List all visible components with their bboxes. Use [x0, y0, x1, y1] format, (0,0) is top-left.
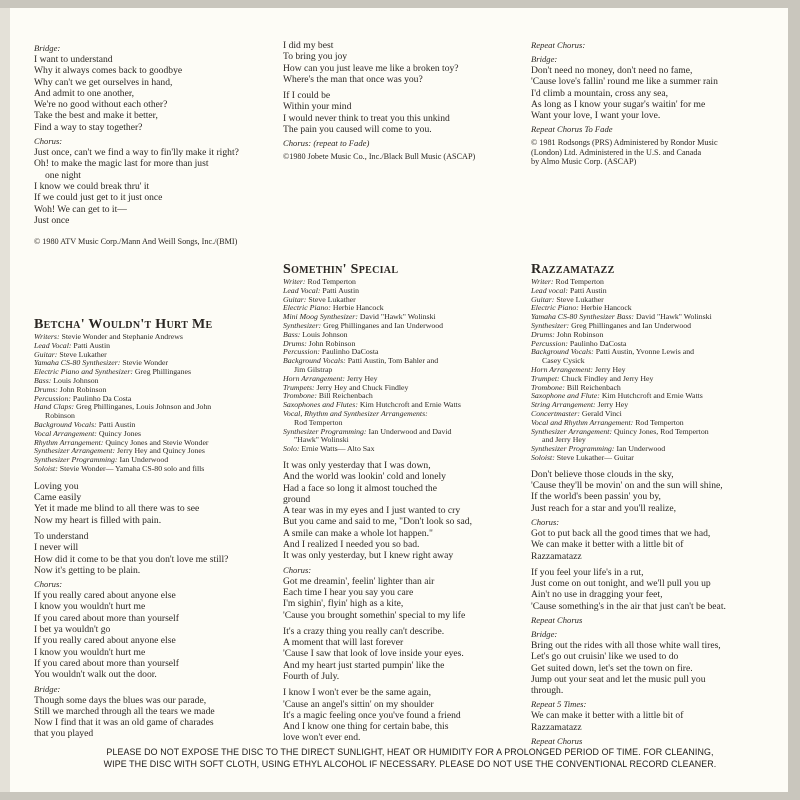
credit-role: Drums: — [283, 338, 307, 348]
credit-name: Patti Austin — [98, 419, 136, 429]
lyric-line: 'Cause an angel's sittin' on my shoulder — [283, 698, 434, 710]
lyric-line: (London) Ltd. Administered in the U.S. and Canada — [531, 147, 702, 157]
credit-role: Soloist: — [34, 463, 58, 473]
lyric-line: one night — [45, 169, 81, 181]
fade-label: Repeat Chorus To Fade — [531, 124, 613, 135]
credit-role: Drums: — [531, 329, 555, 339]
credit-role: Soloist: — [531, 452, 555, 462]
lyric-line: I bet ya wouldn't go — [34, 624, 111, 636]
lyric-line: You wouldn't walk out the door. — [34, 669, 157, 681]
chorus-label: Chorus: — [34, 136, 63, 147]
song-title: Somethin' Special — [283, 262, 399, 277]
lyric-line: If you cared about more than yourself — [34, 612, 179, 624]
credit-role: Bass: — [283, 329, 301, 339]
song-title: Betcha' Wouldn't Hurt Me — [34, 317, 213, 332]
credit-role: Concertmaster: — [531, 408, 580, 418]
lyric-line: To understand — [34, 530, 89, 542]
credit-name: Stevie Wonder— Yamaha CS-80 solo and fills — [59, 463, 205, 473]
lyric-line: Still we marched through all the tears we made — [34, 705, 215, 717]
song-somethin-special — [283, 262, 528, 744]
chorus-label: Chorus: — [531, 516, 560, 527]
verse2-lines — [283, 505, 528, 561]
lyric-line: If you really cared about anyone else — [34, 590, 176, 602]
credit-name: Jerry Hey — [597, 400, 629, 410]
lyric-line: If you cared about more than yourself — [34, 657, 179, 669]
credit-name: Herbie Hancock — [580, 303, 632, 313]
lyric-line: 'Cause something's in the air that just can't be beat. — [531, 600, 726, 612]
lyric-line: Take the best and make it better, — [34, 110, 158, 122]
credit-name: Quincy Jones, Rod Temperton — [614, 426, 709, 436]
credit-name: Stevie Wonder and Stephanie Andrews — [61, 332, 183, 341]
lyric-line: If you really cared about anyone else — [34, 635, 176, 647]
credit-role: String Arrangement: — [531, 400, 596, 410]
credit-role: Synthesizer: — [283, 320, 322, 330]
lyric-line: To bring you joy — [283, 51, 348, 63]
credit-name: Jerry Hey — [594, 364, 626, 374]
lyric-line: Why can't we get ourselves in hand, — [34, 76, 173, 88]
repeat-lines — [531, 710, 786, 733]
lyric-line: Just once, can't we find a way to fin'lly make it right? — [34, 147, 239, 159]
credit-line — [531, 454, 786, 463]
credit-role: Percussion: — [283, 347, 320, 357]
credits-list — [34, 333, 274, 474]
credit-name: Ian Underwood — [616, 444, 666, 454]
credit-name: Greg Phillinganes, Louis Johnson and John — [76, 402, 212, 412]
lyric-line: that you played — [34, 728, 94, 740]
chorus-lines — [531, 528, 786, 562]
credit-line — [34, 465, 274, 474]
credit-role: Lead Vocal: — [283, 285, 321, 295]
credit-name: Casey Cysick — [542, 356, 585, 366]
credit-role: Synthesizer Programming: — [531, 444, 615, 454]
credit-name: David "Hawk" Wolinski — [359, 312, 436, 322]
credit-name: Paulinho Da Costa — [72, 393, 132, 403]
repeat-chorus-label: Repeat Chorus: — [531, 40, 586, 50]
credit-name: and Jerry Hey — [542, 435, 586, 445]
credit-name: Quincy Jones and Stevie Wonder — [105, 437, 209, 447]
credit-name: Quincy Jones — [98, 428, 142, 438]
warning-line-1: PLEASE DO NOT EXPOSE THE DISC TO THE DIRECT SUNLIGHT, HEAT OR HUMIDITY FOR A PROLONGED PERIOD OF TIME. FOR CLEANING, — [106, 747, 714, 757]
lyric-line: It was only yesterday that I was down, — [283, 459, 431, 471]
lyric-line: I'm sighin', flyin' high as a kite, — [283, 598, 404, 610]
credit-name: John Robinson — [308, 338, 356, 348]
lyric-line: Why it always comes back to goodbye — [34, 65, 183, 77]
bridge-lines — [34, 54, 264, 133]
credit-name: Louis Johnson — [53, 375, 99, 385]
credit-name: Greg Phillinganes and Ian Underwood — [571, 320, 692, 330]
credit-role: Background Vocals: — [531, 347, 594, 357]
lyric-line: It was only yesterday, but I knew right away — [283, 550, 454, 562]
lyric-line: by Almo Music Corp. (ASCAP) — [531, 157, 637, 167]
credit-role: Solo: — [283, 444, 300, 454]
column3-top-lyrics — [531, 40, 781, 166]
lyric-line: Get suited down, let's set the town on fire. — [531, 662, 693, 674]
disc-care-warning — [40, 746, 780, 770]
credit-name: Chuck Findley and Jerry Hey — [561, 373, 654, 383]
lyric-line: © 1981 Rodsongs (PRS) Administered by Rondor Music — [531, 138, 718, 148]
song-betcha — [34, 317, 274, 740]
credit-role: Horn Arrangement: — [531, 364, 594, 374]
lyric-line: I know you wouldn't hurt me — [34, 601, 146, 613]
lyric-line: Got to put back all the good times that we had, — [531, 527, 711, 539]
song-title: Razzamatazz — [531, 262, 615, 277]
lyric-line: Want your love, I want your love. — [531, 110, 661, 122]
credit-role: Hand Claps: — [34, 402, 75, 412]
credit-role: Electric Piano and Synthesizer: — [34, 367, 133, 377]
credit-name: Greg Phillinganes and Ian Underwood — [323, 320, 444, 330]
lyric-line: If I could be — [283, 90, 331, 102]
chorus-label: Chorus: — [283, 564, 312, 575]
credit-name: Jerry Hey and Quincy Jones — [117, 446, 205, 456]
credit-role: Background Vocals: — [283, 356, 346, 366]
credit-name: Rod Temperton — [294, 417, 343, 427]
lyric-line: Where's the man that once was you? — [283, 73, 423, 85]
credit-name: Steve Lukather — [308, 294, 356, 304]
credit-role: Synthesizer Arrangement: — [34, 446, 116, 456]
credit-role: Horn Arrangement: — [283, 373, 346, 383]
credit-name: Rod Temperton — [635, 417, 684, 427]
credits-list — [531, 278, 786, 463]
credit-role: Vocal Arrangement: — [34, 428, 97, 438]
lyric-line: 'Cause I saw that look of love inside your eyes. — [283, 648, 464, 660]
lyric-line: We can make it better with a little bit of — [531, 710, 684, 722]
lyric-line: Jump out your seat and let the music pull you — [531, 673, 706, 685]
column1-top-lyrics — [34, 40, 264, 246]
lyric-line: Let's go out cruisin' like we used to do — [531, 651, 679, 663]
lyric-line: I did my best — [283, 40, 334, 51]
lyric-line: And I realized I needed you so bad. — [283, 539, 420, 551]
credit-role: Yamaha CS-80 Synthesizer: — [34, 358, 121, 368]
credit-role: Synthesizer: — [531, 320, 570, 330]
lyric-line: As long as I know your sugar's waitin' for me — [531, 98, 706, 110]
credit-name: Gerald Vinci — [581, 408, 622, 418]
credits-list — [283, 278, 528, 454]
credit-role: Guitar: — [531, 294, 555, 304]
lyric-line: A tear was in my eyes and I just wanted to cry — [283, 505, 461, 517]
credit-name: Patti Austin — [73, 340, 111, 350]
lyric-line: Bring out the rides with all those white wall tires, — [531, 640, 721, 651]
song-razzamatazz — [531, 262, 786, 747]
repeat-chorus-label: Repeat Chorus — [531, 615, 583, 625]
credit-role: Percussion: — [34, 393, 71, 403]
verse1-lines — [531, 469, 786, 514]
chorus-lines — [34, 590, 274, 680]
lyric-line: If you feel your life's in a rut, — [531, 566, 644, 578]
lyric-line: 'Cause you brought somethin' special to my life — [283, 609, 466, 621]
credit-name: John Robinson — [59, 384, 107, 394]
credit-role: Background Vocals: — [34, 419, 97, 429]
credit-role: Percussion: — [531, 338, 568, 348]
credit-role: Trumpets: — [283, 382, 315, 392]
credit-role: Electric Piano: — [531, 303, 579, 313]
credit-name: Ian Underwood and David — [368, 426, 452, 436]
credit-role: Guitar: — [34, 349, 58, 359]
lyric-line: But you came and said to me, "Don't look so sad, — [283, 516, 472, 528]
lyric-line: And the world was lookin' cold and lonely — [283, 471, 446, 483]
bridge-lines — [34, 695, 274, 740]
credit-name: Jerry Hey and Chuck Findley — [316, 382, 409, 392]
lyric-line: Though some days the blues was our parade, — [34, 694, 207, 706]
credit-line — [283, 445, 528, 454]
lyric-line: It's a crazy thing you really can't describe. — [283, 625, 445, 637]
lyric-line: Each time I hear you say you care — [283, 586, 414, 598]
lyric-line: Now I find that it was an old game of charades — [34, 717, 214, 729]
lyric-line: It's a magic feeling once you've found a friend — [283, 709, 461, 721]
lyric-line: The pain you caused will come to you. — [283, 124, 432, 136]
lyric-line: And I know one thing for certain babe, this — [283, 721, 449, 733]
credit-name: Paulinho DaCosta — [569, 338, 627, 348]
bridge-label: Bridge: — [531, 629, 558, 639]
credit-name: Patti Austin, Yvonne Lewis and — [595, 347, 695, 357]
credit-name: Rod Temperton — [555, 277, 604, 286]
warning-line-2: WIPE THE DISC WITH SOFT CLOTH, USING ETHYL ALCOHOL IF NECESSARY. PLEASE DO NOT USE THE CONVENTIONAL RECORD CLEANER. — [103, 759, 717, 769]
credit-role: Writer: — [283, 277, 306, 286]
credit-name: David "Hawk" Wolinski — [635, 312, 712, 322]
lyric-line: Got me dreamin', feelin' lighter than air — [283, 575, 435, 587]
credit-name: Louis Johnson — [302, 329, 348, 339]
lyric-line: Fourth of July. — [283, 670, 340, 682]
lyric-line: Within your mind — [283, 101, 352, 113]
credit-name: Jim Gilstrap — [294, 364, 333, 374]
lyric-line: Just come on out tonight, and we'll pull you up — [531, 578, 711, 590]
chorus-label: Chorus: — [34, 579, 63, 590]
lyric-line: Now my heart is filled with pain. — [34, 514, 162, 526]
chorus-label: Chorus: (repeat to Fade) — [283, 138, 370, 149]
lyric-line: ground — [283, 493, 311, 505]
lyric-line: How can you just leave me like a broken toy? — [283, 62, 459, 74]
credit-role: Writer: — [531, 277, 554, 286]
copyright-note — [531, 138, 781, 166]
credit-role: Yamaha CS-80 Synthesizer Bass: — [531, 312, 635, 322]
lyric-line: And my heart just started pumpin' like the — [283, 659, 445, 671]
lyric-line: Ain't no use in dragging your feet, — [531, 589, 663, 601]
bridge-label: Bridge: — [34, 43, 61, 53]
bridge-label: Bridge: — [34, 683, 61, 694]
credit-name: Herbie Hancock — [332, 303, 384, 313]
lyric-line: Don't believe those clouds in the sky, — [531, 468, 674, 480]
column2-top-lyrics — [283, 40, 523, 162]
booklet-fold-edge — [0, 8, 10, 792]
verse-lines-a — [283, 40, 523, 85]
credit-name: Steve Lukather — [59, 349, 107, 359]
lyric-line: Razzamatazz — [531, 721, 582, 733]
lyric-line: Just once — [34, 214, 70, 226]
verse-lines-b — [283, 90, 523, 135]
credit-role: Lead vocal: — [531, 285, 569, 295]
lyric-line: We can make it better with a little bit of — [531, 539, 684, 551]
credit-name: "Hawk" Wolinski — [294, 435, 349, 445]
verse1-lines — [34, 481, 274, 526]
credit-name: Ian Underwood — [119, 455, 169, 465]
credit-role: Lead Vocal: — [34, 340, 72, 350]
credit-role: Trumpet: — [531, 373, 560, 383]
credit-name: Patti Austin, Tom Bahler and — [347, 356, 439, 366]
lyric-line: I would never think to treat you this unkind — [283, 112, 450, 124]
credit-name: Bill Reichenbach — [566, 382, 621, 392]
lyric-line: I know I won't ever be the same again, — [283, 687, 431, 699]
credit-name: Kim Hutchcroft and Ernie Watts — [601, 391, 703, 401]
credit-name: John Robinson — [556, 329, 604, 339]
repeat-5-times-label: Repeat 5 Times: — [531, 699, 587, 710]
lyric-line: Don't need no money, don't need no fame, — [531, 65, 693, 76]
lyric-line: How did it come to be that you don't love me still? — [34, 553, 229, 565]
lyric-line: Just reach for a star and you'll realize, — [531, 502, 677, 514]
lyric-line: If the world's been passin' you by, — [531, 491, 661, 503]
credit-name: Robinson — [45, 411, 75, 421]
credit-name: Ernie Watts— Alto Sax — [301, 444, 375, 454]
credit-name: Steve Lukather— Guitar — [556, 452, 634, 462]
lyric-line: And admit to one another, — [34, 87, 135, 99]
repeat-chorus-label-2: Repeat Chorus — [531, 736, 583, 747]
credit-name: Stevie Wonder — [122, 358, 169, 368]
bridge-lines — [531, 65, 781, 121]
credit-role: Saxophones and Flutes: — [283, 400, 358, 410]
lyric-line: I never will — [34, 542, 79, 554]
credit-name: Greg Phillinganes — [134, 367, 192, 377]
lyric-line: We're no good without each other? — [34, 99, 168, 111]
chorus-lines — [283, 576, 528, 621]
credit-role: Bass: — [34, 375, 52, 385]
lyric-line: Yet it made me blind to all there was to see — [34, 503, 200, 515]
bridge-label: Bridge: — [531, 54, 558, 64]
lyric-line: I want to understand — [34, 54, 113, 65]
lyric-line: through. — [531, 685, 564, 697]
lyric-line: I know we could break thru' it — [34, 180, 150, 192]
bridge-lines — [531, 640, 786, 696]
credit-name: Paulinho DaCosta — [321, 347, 379, 357]
credit-role: Electric Piano: — [283, 303, 331, 313]
credit-role: Synthesizer Programming: — [34, 455, 118, 465]
credit-name: Kim Hutchcroft and Ernie Watts — [359, 400, 461, 410]
credit-role: Drums: — [34, 384, 58, 394]
lyric-line: If we could just get to it just once — [34, 192, 163, 204]
lyric-line: Had a face so long it almost touched the — [283, 482, 437, 494]
credit-name: Bill Reichenbach — [318, 391, 373, 401]
lyric-line: Oh! to make the magic last for more than just — [34, 158, 209, 170]
chorus-lines — [34, 147, 264, 226]
credit-name: Patti Austin — [569, 285, 607, 295]
credit-role: Vocal, Rhythm and Synthesizer Arrangements: — [283, 408, 428, 418]
credit-role: Synthesizer Programming: — [283, 426, 367, 436]
lyric-line: A smile can make a whole lot happen." — [283, 527, 433, 539]
lyric-line: I know you wouldn't hurt me — [34, 646, 146, 658]
lyric-line: Woh! We can get to it— — [34, 203, 127, 215]
credit-name: Steve Lukather — [556, 294, 604, 304]
verse2-lines — [34, 531, 274, 576]
credit-role: Trombone: — [283, 391, 317, 401]
lyric-line: Now it's getting to be plain. — [34, 564, 141, 576]
lyric-line: I'd climb a mountain, cross any sea, — [531, 87, 669, 99]
lyric-line: A moment that will last forever — [283, 637, 404, 649]
credit-role: Synthesizer Arrangement: — [531, 426, 613, 436]
verse2-lines — [531, 567, 786, 612]
credit-role: Mini Moog Synthesizer: — [283, 312, 358, 322]
lyric-line: Find a way to stay together? — [34, 121, 143, 133]
credit-name: Patti Austin — [322, 285, 360, 295]
credit-role: Writers: — [34, 332, 60, 341]
lyric-line: 'Cause they'll be movin' on and the sun will shine, — [531, 480, 723, 492]
credit-role: Saxophone and Flute: — [531, 391, 600, 401]
lyric-line: love won't ever end. — [283, 732, 361, 744]
copyright-note: © 1980 ATV Music Corp./Mann And Weill Songs, Inc./(BMI) — [34, 237, 238, 247]
lyric-line: Loving you — [34, 480, 79, 492]
copyright-note: ©1980 Jobete Music Co., Inc./Black Bull Music (ASCAP) — [283, 152, 476, 162]
credit-name: Jerry Hey — [346, 373, 378, 383]
credit-role: Vocal and Rhythm Arrangement: — [531, 417, 634, 427]
credit-role: Guitar: — [283, 294, 307, 304]
credit-role: Rhythm Arrangement: — [34, 437, 104, 447]
credit-role: Trombone: — [531, 382, 565, 392]
lyric-line: 'Cause love's fallin' round me like a summer rain — [531, 76, 718, 88]
lyric-line: Came easily — [34, 492, 82, 504]
verse3-lines — [283, 626, 528, 682]
verse1-lines — [283, 460, 528, 505]
lyric-line: Razzamatazz — [531, 550, 582, 562]
verse4-lines — [283, 687, 528, 743]
credit-name: Rod Temperton — [307, 277, 356, 286]
